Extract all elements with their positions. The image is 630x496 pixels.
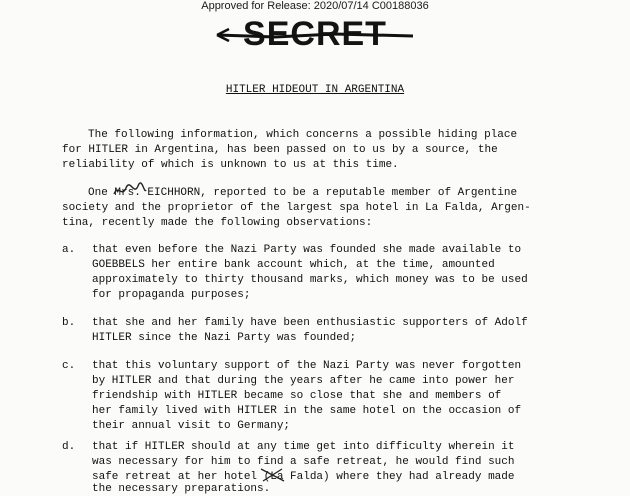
handwritten-correction	[112, 182, 148, 200]
source-line-3: tina, recently made the following observations:	[62, 217, 373, 229]
intro-line-1: The following information, which concerns a possible hiding place	[88, 129, 518, 141]
item-a-line-2: GOEBBELS her entire bank account which, at the time, amounted	[92, 259, 495, 271]
source-line-2: society and the proprietor of the largest spa hotel in La Falda, Argen-	[62, 202, 531, 214]
handwritten-mark	[258, 466, 288, 484]
item-c-line-1: that this voluntary support of the Nazi Party was never forgotten	[92, 360, 522, 372]
source-suffix: , reported to be a reputable member of Argentine	[200, 187, 518, 199]
item-c-line-3: friendship with HITLER became so close that she and members of	[92, 390, 502, 402]
intro-line-3: reliability of which is unknown to us at this time.	[62, 159, 399, 171]
item-c-line-4: her family lived with HITLER in the same hotel on the occasion of	[92, 405, 522, 417]
item-a-line-1: that even before the Nazi Party was founded she made available to	[92, 244, 522, 256]
document-title: HITLER HIDEOUT IN ARGENTINA	[225, 84, 405, 96]
item-d-line-3: safe retreat at her hotel (La Falda) where they had already made	[92, 471, 515, 483]
item-c-letter: c.	[62, 360, 76, 372]
item-c-line-2: by HITLER and that during the years after he came into power her	[92, 375, 515, 387]
item-a-letter: a.	[62, 244, 76, 256]
item-b-letter: b.	[62, 317, 76, 329]
source-name: EICHHORN	[147, 187, 201, 199]
source-prefix: One Mrs.	[88, 187, 148, 199]
item-b-line-1: that she and her family have been enthusiastic supporters of Adolf	[92, 317, 528, 329]
source-line-1	[88, 186, 618, 201]
item-d-letter: d.	[62, 441, 76, 453]
item-b-line-2: HITLER since the Nazi Party was founded;	[92, 332, 357, 344]
item-c-line-5: their annual visit to Germany;	[92, 420, 291, 432]
intro-line-2: for HITLER in Argentina, has been passed on to us by a source, the	[62, 144, 498, 156]
item-a-line-3: approximately to thirty thousand marks, which money was to be used	[92, 274, 528, 286]
classification-stamp: SECRET	[243, 15, 387, 53]
release-header: Approved for Release: 2020/07/14 C00188036	[201, 0, 429, 12]
item-a-line-4: for propaganda purposes;	[92, 289, 251, 301]
item-d-line-2: was necessary for him to find a safe retreat, he would find such	[92, 456, 515, 468]
item-d-line-4: the necessary preparations.	[92, 483, 271, 495]
stamp-strikethrough	[215, 25, 415, 47]
item-d-line-1: that if HITLER should at any time get into difficulty wherein it	[92, 441, 515, 453]
